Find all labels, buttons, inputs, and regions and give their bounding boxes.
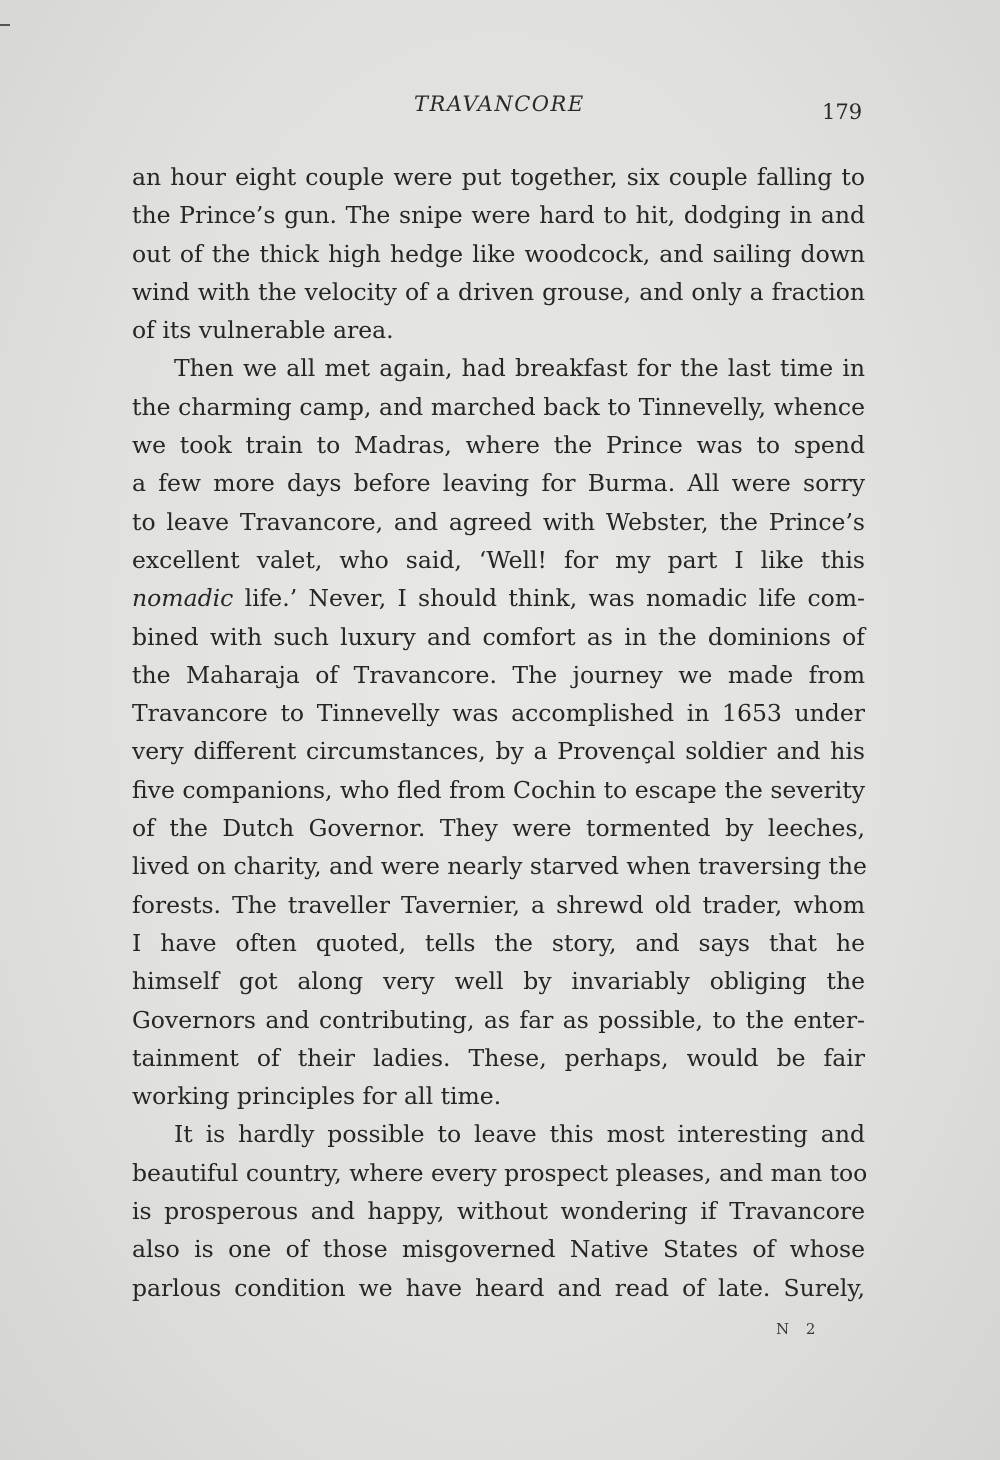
text-line: parlous condition we have heard and read of late. Surely, [132, 1273, 865, 1302]
text-line: a few more days before leaving for Burma. All were sorry [132, 469, 865, 498]
text-line: we took train to Madras, where the Prince was to spend [132, 431, 865, 460]
text-line: is prosperous and happy, without wondering if Travancore [132, 1197, 865, 1226]
running-head-title: TRAVANCORE [414, 92, 585, 116]
text-line: also is one of those misgoverned Native States of whose [132, 1235, 865, 1264]
text-line: five companions, who fled from Cochin to escape the severity [132, 775, 865, 804]
text-line: forests. The traveller Tavernier, a shrewd old trader, whom [132, 890, 865, 919]
page-number: 179 [822, 100, 863, 124]
text-line: the Prince’s gun. The snipe were hard to hit, dodging in and [132, 201, 865, 230]
text-line: bined with such luxury and comfort as in the dominions of [132, 622, 865, 651]
text-line: Travancore to Tinnevelly was accomplished in 1653 under [132, 699, 865, 728]
text-line: lived on charity, and were nearly starved when traversing the [132, 852, 867, 881]
running-head [0, 92, 1000, 132]
text-line: Then we all met again, had breakfast for the last time in [174, 354, 865, 383]
text-line: working principles for all time. [132, 1082, 502, 1111]
text-line: excellent valet, who said, ‘Well! for my part I like this [132, 545, 865, 574]
text-line: Governors and contributing, as far as possible, to the enter- [132, 1005, 865, 1034]
signature-mark: N 2 [776, 1320, 822, 1338]
edge-mark [0, 24, 10, 26]
text-line: out of the thick high hedge like woodcock, and sailing down [132, 239, 865, 268]
text-line: very different circumstances, by a Provençal soldier and his [132, 737, 865, 766]
text-line: himself got along very well by invariably obliging the [132, 967, 865, 996]
text-line: It is hardly possible to leave this most interesting and [174, 1120, 865, 1149]
text-line: of the Dutch Governor. They were tormented by leeches, [132, 814, 865, 843]
text-line: wind with the velocity of a driven grouse, and only a fraction [132, 277, 865, 306]
text-run: life.’ Never, I should think, was nomadic life com- [233, 584, 865, 613]
text-line: tainment of their ladies. These, perhaps, would be fair [132, 1043, 865, 1072]
text-line [132, 579, 865, 617]
text-line: the charming camp, and marched back to Tinnevelly, whence [132, 392, 865, 421]
body-text [132, 158, 868, 1307]
text-line: the Maharaja of Travancore. The journey we made from [132, 660, 865, 689]
italic-word: nomadic [132, 584, 234, 613]
text-line: beautiful country, where every prospect pleases, and man too [132, 1158, 868, 1187]
text-line: of its vulnerable area. [132, 316, 394, 345]
text-line: to leave Travancore, and agreed with Webster, the Prince’s [132, 507, 865, 536]
text-line: I have often quoted, tells the story, and says that he [132, 928, 865, 957]
text-line: an hour eight couple were put together, six couple falling to [132, 163, 865, 191]
